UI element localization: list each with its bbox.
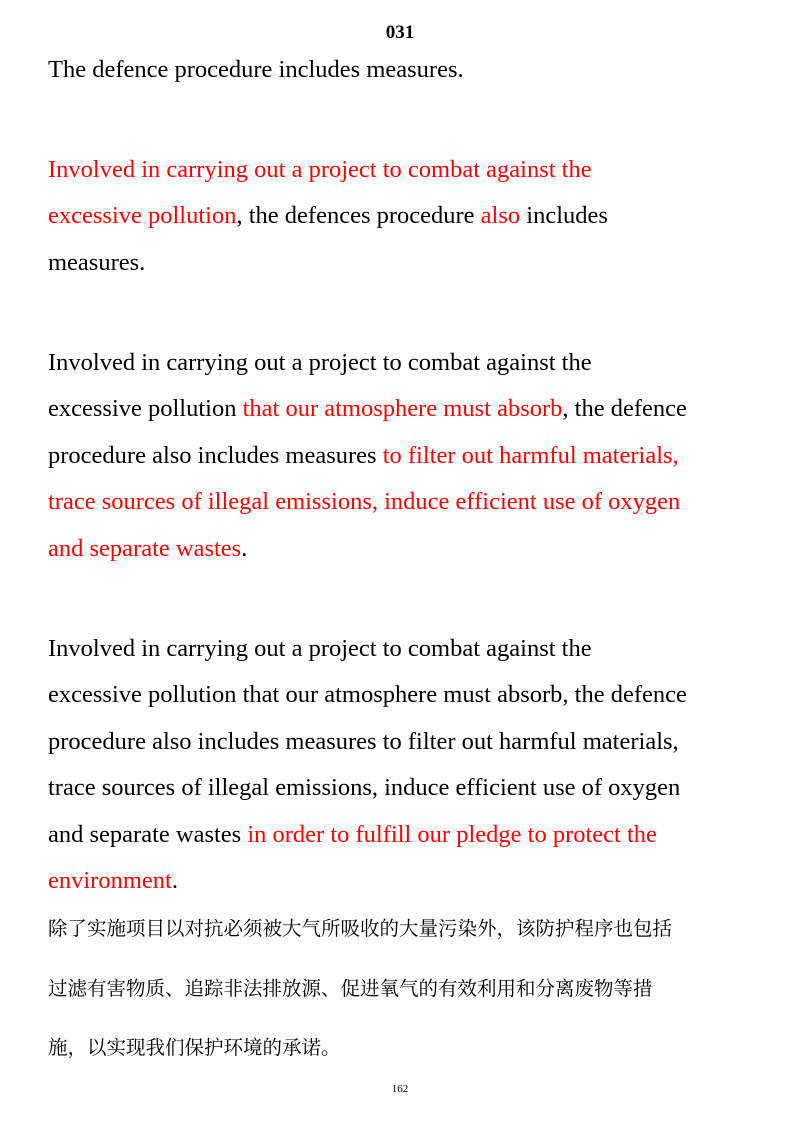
paragraph-line: trace sources of illegal emissions, induce efficient use of oxygen: [48, 774, 681, 802]
paragraph-line: Involved in carrying out a project to combat against the: [48, 349, 592, 376]
chinese-translation-line: 除了实施项目以对抗必须被大气所吸收的大量污染外，该防护程序也包括: [48, 917, 673, 940]
plain-text: , the defences procedure: [236, 202, 481, 230]
plain-text: excessive pollution: [48, 395, 243, 423]
page-header-number: 031: [385, 22, 415, 43]
paragraph-line: [48, 386, 768, 432]
paragraph-expansion-1: [48, 147, 768, 286]
paragraph-line: The defence procedure includes measures.: [48, 56, 464, 83]
chinese-translation-line: 过滤有害物质、追踪非法排放源、促进氧气的有效利用和分离废物等措: [48, 977, 653, 1000]
paragraph-line: [48, 193, 768, 239]
paragraph-line: trace sources of illegal emissions, induce efficient use of oxygen: [48, 488, 681, 516]
highlighted-text: environment: [48, 866, 172, 894]
plain-text: includes: [520, 202, 608, 230]
plain-text: and separate wastes: [48, 820, 248, 848]
paragraph-line: Involved in carrying out a project to combat against the: [48, 156, 592, 183]
paragraph-expansion-3: [48, 626, 768, 904]
paragraph-line: measures.: [48, 248, 146, 276]
page-footer-number: 162: [391, 1083, 409, 1095]
paragraph-line: [48, 526, 768, 572]
highlighted-text: that our atmosphere must absorb: [242, 395, 563, 423]
paragraph-line: procedure also includes measures to filter out harmful materials,: [48, 727, 679, 755]
paragraph-line: [48, 433, 768, 479]
plain-text: , the defence: [562, 395, 687, 423]
paragraph-base-sentence: [48, 47, 768, 93]
paragraph-line: [48, 858, 768, 904]
highlighted-text: in order to fulfill our pledge to protect the: [247, 820, 657, 848]
highlighted-text: excessive pollution: [48, 202, 237, 230]
highlighted-text: and separate wastes: [48, 534, 242, 562]
paragraph-line: [48, 812, 768, 858]
plain-text: procedure also includes measures: [48, 441, 383, 469]
chinese-translation-line: 施，以实现我们保护环境的承诺。: [48, 1036, 341, 1059]
paragraph-line: Involved in carrying out a project to combat against the: [48, 635, 592, 662]
highlighted-text: to filter out harmful materials,: [382, 441, 679, 469]
paragraph-line: excessive pollution that our atmosphere must absorb, the defence: [48, 681, 687, 709]
highlighted-text: also: [480, 202, 521, 230]
plain-text: .: [241, 534, 248, 562]
paragraph-expansion-2: [48, 340, 768, 572]
plain-text: .: [171, 866, 178, 894]
